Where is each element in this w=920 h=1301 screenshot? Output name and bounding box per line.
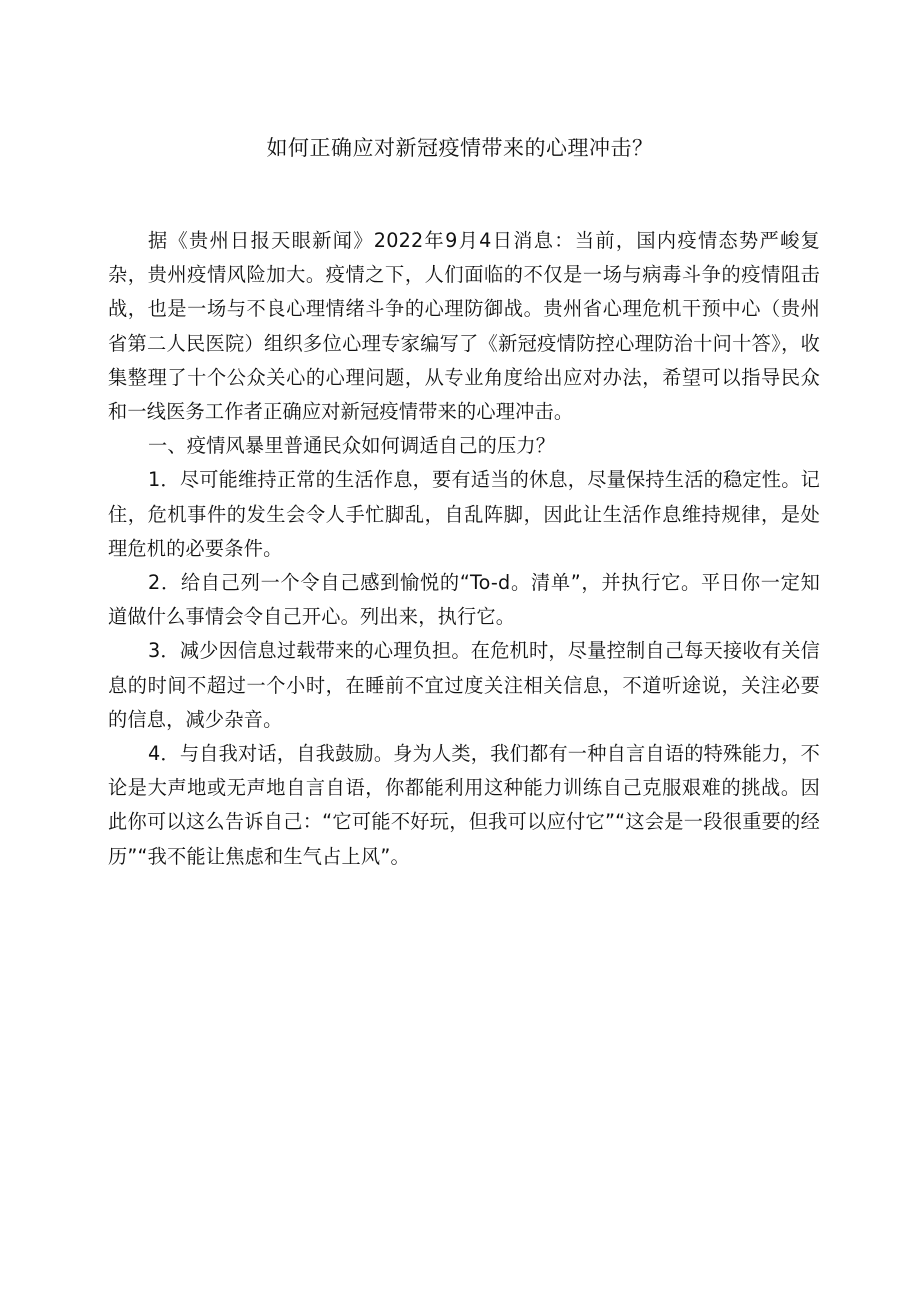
list-item-2: 2．给自己列一个令自己感到愉悦的“To-d。清单”，并执行它。平日你一定知道做什么事情会令自己开心。列出来，执行它。 — [108, 571, 820, 629]
document-title: 如何正确应对新冠疫情带来的心理冲击？ — [266, 136, 654, 160]
intro-paragraph: 据《贵州日报天眼新闻》2022年9月4日消息：当前，国内疫情态势严峻复杂，贵州疫情风险加大。疫情之下，人们面临的不仅是一场与病毒斗争的疫情阻击战，也是一场与不良心理情绪斗争的心理防御战。贵州省心理危机干预中心（贵州省第二人民医院）组织多位心理专家编写了《新冠疫情防控心理防治十问十答》，收集整理了十个公众关心的心理问题，从专业角度给出应对办法，希望可以指导民众和一线医务工作者正确应对新冠疫情带来的心理冲击。 — [108, 229, 820, 424]
list-item-4: 4．与自我对话，自我鼓励。身为人类，我们都有一种自言自语的特殊能力，不论是大声地或无声地自言自语，你都能利用这种能力训练自己克服艰难的挑战。因此你可以这么告诉自己：“它可能不好玩，但我可以应付它”“这会是一段很重要的经历”“我不能让焦虑和生气占上风”。 — [108, 742, 820, 868]
section-heading: 一、疫情风暴里普通民众如何调适自己的压力？ — [148, 434, 556, 458]
list-item-1: 1．尽可能维持正常的生活作息，要有适当的休息，尽量保持生活的稳定性。记住，危机事件的发生会令人手忙脚乱，自乱阵脚，因此让生活作息维持规律，是处理危机的必要条件。 — [108, 468, 820, 560]
list-item-3: 3．减少因信息过载带来的心理负担。在危机时，尽量控制自己每天接收有关信息的时间不超过一个小时，在睡前不宜过度关注相关信息，不道听途说，关注必要的信息，减少杂音。 — [108, 639, 820, 731]
document-body — [108, 224, 820, 874]
